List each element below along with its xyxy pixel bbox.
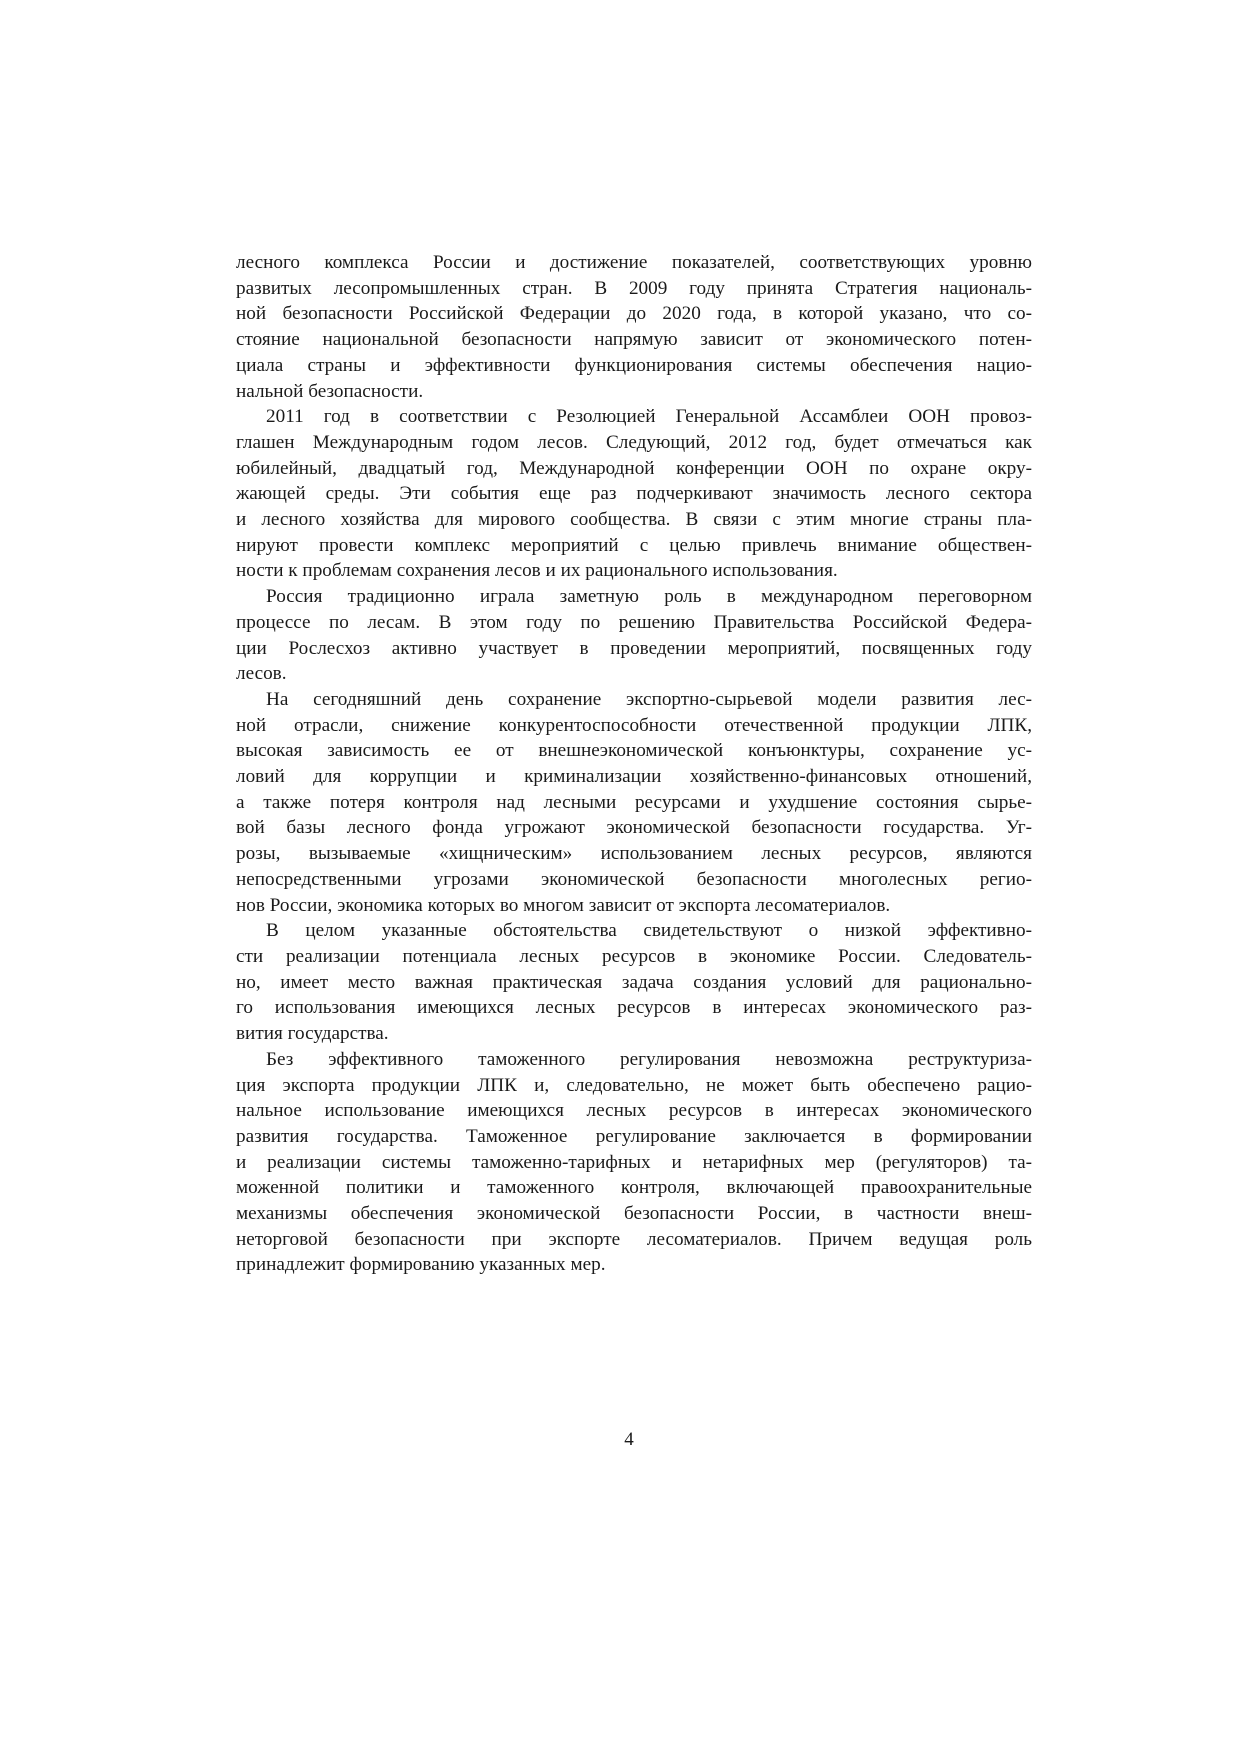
text-line: но, имеет место важная практическая задача создания условий для рационально- xyxy=(236,971,1032,993)
text-line: розы, вызываемые «хищническим» использованием лесных ресурсов, являются xyxy=(236,843,1032,865)
paragraph xyxy=(236,918,1032,1047)
body-text xyxy=(236,250,1032,1278)
text-line: а также потеря контроля над лесными ресурсами и ухудшение состояния сырье- xyxy=(236,791,1032,813)
text-line: Россия традиционно играла заметную роль в международном переговорном xyxy=(266,586,1032,608)
text-line: нальное использование имеющихся лесных ресурсов в интересах экономического xyxy=(236,1100,1032,1122)
text-line: циала страны и эффективности функционирования системы обеспечения нацио- xyxy=(236,354,1032,376)
text-line: глашен Международным годом лесов. Следующий, 2012 год, будет отмечаться как xyxy=(236,431,1032,453)
page-number: 4 xyxy=(624,1429,634,1450)
text-line: лесного комплекса России и достижение показателей, соответствующих уровню xyxy=(236,252,1032,273)
paragraph xyxy=(236,687,1032,918)
text-line: На сегодняшний день сохранение экспортно-сырьевой модели развития лес- xyxy=(266,688,1032,710)
text-line: развития государства. Таможенное регулирование заключается в формировании xyxy=(236,1125,1032,1147)
paragraph xyxy=(236,250,1032,404)
text-line: жающей среды. Эти события еще раз подчеркивают значимость лесного сектора xyxy=(236,483,1032,505)
text-line: принадлежит формированию указанных мер. xyxy=(236,1254,606,1276)
text-line: непосредственными угрозами экономической безопасности многолесных регио- xyxy=(236,868,1032,890)
text-line: нальной безопасности. xyxy=(236,380,424,402)
text-line: процессе по лесам. В этом году по решению Правительства Российской Федера- xyxy=(236,611,1032,633)
text-line: нов России, экономика которых во многом зависит от экспорта лесоматериалов. xyxy=(236,894,891,916)
text-line: ловий для коррупции и криминализации хозяйственно-финансовых отношений, xyxy=(236,766,1032,788)
text-line: 2011 год в соответствии с Резолюцией Генеральной Ассамблеи ООН провоз- xyxy=(266,406,1032,428)
text-line: вития государства. xyxy=(236,1023,389,1045)
text-line: нируют провести комплекс мероприятий с целью привлечь внимание обществен- xyxy=(236,534,1032,556)
text-line: вой базы лесного фонда угрожают экономической безопасности государства. Уг- xyxy=(236,817,1032,839)
text-line: моженной политики и таможенного контроля, включающей правоохранительные xyxy=(236,1177,1032,1199)
text-line: ция экспорта продукции ЛПК и, следовательно, не может быть обеспечено рацио- xyxy=(236,1074,1032,1096)
text-line: ции Рослесхоз активно участвует в проведении мероприятий, посвященных году xyxy=(236,637,1032,659)
paragraph xyxy=(236,584,1032,687)
text-line: юбилейный, двадцатый год, Международной конференции ООН по охране окру- xyxy=(236,457,1032,479)
text-line: ной безопасности Российской Федерации до 2020 года, в которой указано, что со- xyxy=(236,303,1032,325)
text-line: Без эффективного таможенного регулирования невозможна реструктуриза- xyxy=(266,1048,1032,1070)
text-line: механизмы обеспечения экономической безопасности России, в частности внеш- xyxy=(236,1203,1032,1225)
text-line: и реализации системы таможенно-тарифных и нетарифных мер (регуляторов) та- xyxy=(236,1151,1032,1173)
text-line: и лесного хозяйства для мирового сообщества. В связи с этим многие страны пла- xyxy=(236,509,1032,531)
text-line: го использования имеющихся лесных ресурсов в интересах экономического раз- xyxy=(236,997,1032,1019)
text-line: неторговой безопасности при экспорте лесоматериалов. Причем ведущая роль xyxy=(236,1228,1032,1250)
text-line: развитых лесопромышленных стран. В 2009 году принята Стратегия националь- xyxy=(236,277,1032,299)
text-line: В целом указанные обстоятельства свидетельствуют о низкой эффективно- xyxy=(266,920,1032,942)
paragraph xyxy=(236,404,1032,584)
text-line: лесов. xyxy=(236,663,287,685)
text-line: ности к проблемам сохранения лесов и их рационального использования. xyxy=(236,560,838,582)
text-line: стояние национальной безопасности напрямую зависит от экономического потен- xyxy=(236,329,1032,351)
text-line: ной отрасли, снижение конкурентоспособности отечественной продукции ЛПК, xyxy=(236,714,1032,736)
text-line: сти реализации потенциала лесных ресурсов в экономике России. Следователь- xyxy=(236,945,1032,967)
text-line: высокая зависимость ее от внешнеэкономической конъюнктуры, сохранение ус- xyxy=(236,740,1032,762)
paragraph xyxy=(236,1047,1032,1278)
